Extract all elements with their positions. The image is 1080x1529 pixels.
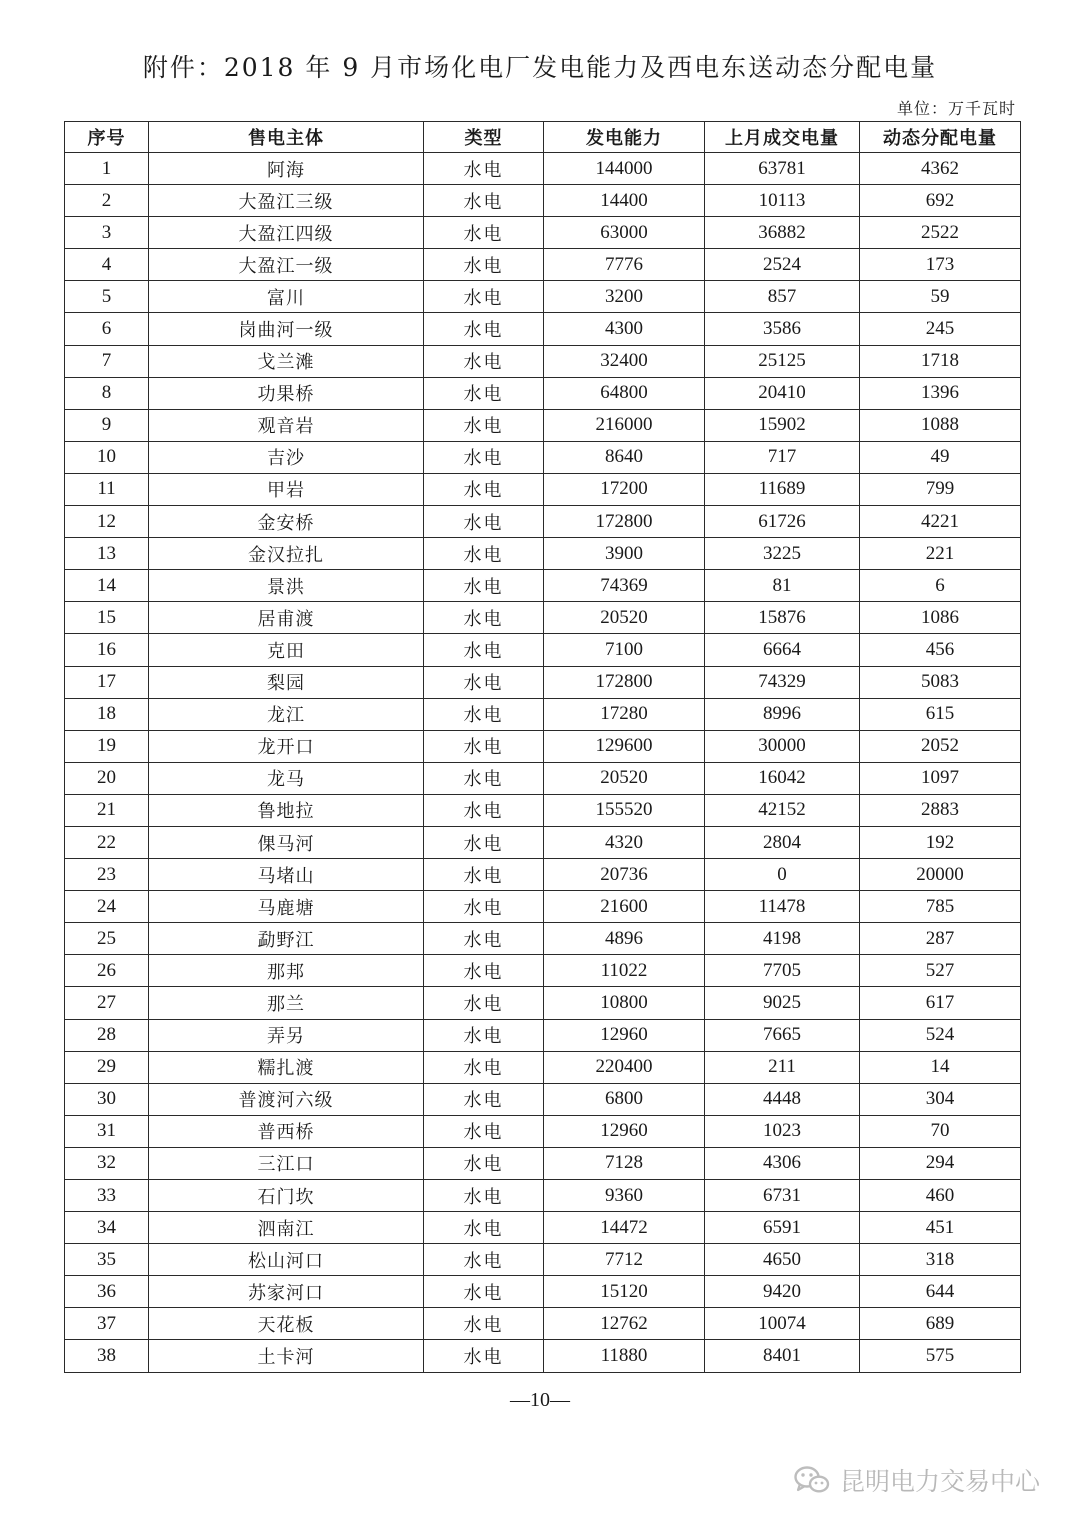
- watermark: [794, 1462, 1040, 1498]
- row-index-cell: 15: [65, 602, 149, 634]
- last-month-volume-cell: 11478: [705, 891, 860, 923]
- table-row: [65, 698, 1021, 730]
- seller-name-cell: 观音岩: [149, 409, 424, 441]
- row-index-cell: 29: [65, 1051, 149, 1083]
- row-index-cell: 14: [65, 570, 149, 602]
- capacity-cell: 32400: [544, 345, 705, 377]
- capacity-cell: 11022: [544, 955, 705, 987]
- row-index-cell: 32: [65, 1147, 149, 1179]
- seller-name-cell: 松山河口: [149, 1244, 424, 1276]
- last-month-volume-cell: 8996: [705, 698, 860, 730]
- unit-note: 单位：万千瓦时: [896, 99, 1016, 118]
- seller-name-cell: 梨园: [149, 666, 424, 698]
- wechat-icon: [794, 1465, 830, 1495]
- plant-type-cell: 水电: [424, 441, 544, 473]
- plant-type-cell: 水电: [424, 666, 544, 698]
- table-row: [65, 955, 1021, 987]
- dynamic-allocation-cell: 1097: [860, 762, 1021, 794]
- dynamic-allocation-cell: 304: [860, 1083, 1021, 1115]
- dynamic-allocation-cell: 59: [860, 281, 1021, 313]
- last-month-volume-cell: 63781: [705, 153, 860, 185]
- dynamic-allocation-cell: 49: [860, 441, 1021, 473]
- dynamic-allocation-cell: 1086: [860, 602, 1021, 634]
- dynamic-allocation-cell: 287: [860, 923, 1021, 955]
- header-dynamic-allocation: 动态分配电量: [860, 122, 1021, 153]
- dynamic-allocation-cell: 4221: [860, 506, 1021, 538]
- seller-name-cell: 龙开口: [149, 730, 424, 762]
- dynamic-allocation-cell: 460: [860, 1180, 1021, 1212]
- row-index-cell: 19: [65, 730, 149, 762]
- capacity-cell: 17200: [544, 473, 705, 505]
- seller-name-cell: 土卡河: [149, 1340, 424, 1372]
- row-index-cell: 20: [65, 762, 149, 794]
- capacity-cell: 172800: [544, 666, 705, 698]
- dynamic-allocation-cell: 14: [860, 1051, 1021, 1083]
- power-allocation-table: [64, 121, 1021, 1373]
- last-month-volume-cell: 6591: [705, 1212, 860, 1244]
- dynamic-allocation-cell: 644: [860, 1276, 1021, 1308]
- plant-type-cell: 水电: [424, 570, 544, 602]
- row-index-cell: 3: [65, 217, 149, 249]
- capacity-cell: 15120: [544, 1276, 705, 1308]
- table-row: [65, 1115, 1021, 1147]
- table-row: [65, 794, 1021, 826]
- row-index-cell: 5: [65, 281, 149, 313]
- table-row: [65, 1180, 1021, 1212]
- seller-name-cell: 三江口: [149, 1147, 424, 1179]
- last-month-volume-cell: 4448: [705, 1083, 860, 1115]
- capacity-cell: 20736: [544, 859, 705, 891]
- dynamic-allocation-cell: 318: [860, 1244, 1021, 1276]
- row-index-cell: 30: [65, 1083, 149, 1115]
- row-index-cell: 17: [65, 666, 149, 698]
- row-index-cell: 12: [65, 506, 149, 538]
- last-month-volume-cell: 4650: [705, 1244, 860, 1276]
- seller-name-cell: 吉沙: [149, 441, 424, 473]
- plant-type-cell: 水电: [424, 602, 544, 634]
- capacity-cell: 144000: [544, 153, 705, 185]
- seller-name-cell: 居甫渡: [149, 602, 424, 634]
- table-row: [65, 987, 1021, 1019]
- last-month-volume-cell: 10074: [705, 1308, 860, 1340]
- capacity-cell: 7128: [544, 1147, 705, 1179]
- row-index-cell: 8: [65, 377, 149, 409]
- dynamic-allocation-cell: 5083: [860, 666, 1021, 698]
- dynamic-allocation-cell: 1718: [860, 345, 1021, 377]
- plant-type-cell: 水电: [424, 281, 544, 313]
- dynamic-allocation-cell: 524: [860, 1019, 1021, 1051]
- dynamic-allocation-cell: 785: [860, 891, 1021, 923]
- capacity-cell: 21600: [544, 891, 705, 923]
- seller-name-cell: 马堵山: [149, 859, 424, 891]
- seller-name-cell: 大盈江四级: [149, 217, 424, 249]
- row-index-cell: 6: [65, 313, 149, 345]
- row-index-cell: 35: [65, 1244, 149, 1276]
- seller-name-cell: 岗曲河一级: [149, 313, 424, 345]
- last-month-volume-cell: 7665: [705, 1019, 860, 1051]
- table-row: [65, 1276, 1021, 1308]
- seller-name-cell: 勐野江: [149, 923, 424, 955]
- plant-type-cell: 水电: [424, 1212, 544, 1244]
- table-row: [65, 1051, 1021, 1083]
- seller-name-cell: 阿海: [149, 153, 424, 185]
- plant-type-cell: 水电: [424, 1147, 544, 1179]
- capacity-cell: 220400: [544, 1051, 705, 1083]
- seller-name-cell: 富川: [149, 281, 424, 313]
- seller-name-cell: 大盈江三级: [149, 185, 424, 217]
- table-row: [65, 538, 1021, 570]
- table-row: [65, 1147, 1021, 1179]
- header-index: 序号: [65, 122, 149, 153]
- capacity-cell: 7776: [544, 249, 705, 281]
- dynamic-allocation-cell: 456: [860, 634, 1021, 666]
- capacity-cell: 129600: [544, 730, 705, 762]
- last-month-volume-cell: 0: [705, 859, 860, 891]
- last-month-volume-cell: 4198: [705, 923, 860, 955]
- table-row: [65, 634, 1021, 666]
- capacity-cell: 216000: [544, 409, 705, 441]
- plant-type-cell: 水电: [424, 923, 544, 955]
- row-index-cell: 7: [65, 345, 149, 377]
- plant-type-cell: 水电: [424, 1051, 544, 1083]
- capacity-cell: 74369: [544, 570, 705, 602]
- capacity-cell: 63000: [544, 217, 705, 249]
- plant-type-cell: 水电: [424, 1340, 544, 1372]
- capacity-cell: 14400: [544, 185, 705, 217]
- last-month-volume-cell: 74329: [705, 666, 860, 698]
- table-row: [65, 313, 1021, 345]
- capacity-cell: 4320: [544, 826, 705, 858]
- dynamic-allocation-cell: 245: [860, 313, 1021, 345]
- capacity-cell: 14472: [544, 1212, 705, 1244]
- last-month-volume-cell: 81: [705, 570, 860, 602]
- plant-type-cell: 水电: [424, 538, 544, 570]
- dynamic-allocation-cell: 2052: [860, 730, 1021, 762]
- table-row: [65, 570, 1021, 602]
- last-month-volume-cell: 61726: [705, 506, 860, 538]
- plant-type-cell: 水电: [424, 506, 544, 538]
- capacity-cell: 10800: [544, 987, 705, 1019]
- row-index-cell: 13: [65, 538, 149, 570]
- dynamic-allocation-cell: 527: [860, 955, 1021, 987]
- plant-type-cell: 水电: [424, 891, 544, 923]
- last-month-volume-cell: 20410: [705, 377, 860, 409]
- capacity-cell: 3900: [544, 538, 705, 570]
- seller-name-cell: 鲁地拉: [149, 794, 424, 826]
- table-header-row: [65, 122, 1021, 153]
- capacity-cell: 8640: [544, 441, 705, 473]
- dynamic-allocation-cell: 689: [860, 1308, 1021, 1340]
- plant-type-cell: 水电: [424, 249, 544, 281]
- capacity-cell: 4896: [544, 923, 705, 955]
- last-month-volume-cell: 857: [705, 281, 860, 313]
- plant-type-cell: 水电: [424, 409, 544, 441]
- seller-name-cell: 金汉拉扎: [149, 538, 424, 570]
- last-month-volume-cell: 9420: [705, 1276, 860, 1308]
- table-row: [65, 826, 1021, 858]
- seller-name-cell: 克田: [149, 634, 424, 666]
- capacity-cell: 7712: [544, 1244, 705, 1276]
- table-row: [65, 1212, 1021, 1244]
- row-index-cell: 38: [65, 1340, 149, 1372]
- capacity-cell: 17280: [544, 698, 705, 730]
- header-seller: 售电主体: [149, 122, 424, 153]
- seller-name-cell: 甲岩: [149, 473, 424, 505]
- seller-name-cell: 那邦: [149, 955, 424, 987]
- table-row: [65, 506, 1021, 538]
- row-index-cell: 1: [65, 153, 149, 185]
- table-row: [65, 1019, 1021, 1051]
- seller-name-cell: 大盈江一级: [149, 249, 424, 281]
- plant-type-cell: 水电: [424, 987, 544, 1019]
- last-month-volume-cell: 30000: [705, 730, 860, 762]
- dynamic-allocation-cell: 451: [860, 1212, 1021, 1244]
- dynamic-allocation-cell: 1396: [860, 377, 1021, 409]
- watermark-text: 昆明电力交易中心: [839, 1467, 1040, 1496]
- page-number: —10—: [510, 1389, 570, 1411]
- row-index-cell: 25: [65, 923, 149, 955]
- seller-name-cell: 戈兰滩: [149, 345, 424, 377]
- seller-name-cell: 那兰: [149, 987, 424, 1019]
- row-index-cell: 33: [65, 1180, 149, 1212]
- row-index-cell: 21: [65, 794, 149, 826]
- table-row: [65, 345, 1021, 377]
- last-month-volume-cell: 15902: [705, 409, 860, 441]
- row-index-cell: 26: [65, 955, 149, 987]
- plant-type-cell: 水电: [424, 153, 544, 185]
- row-index-cell: 10: [65, 441, 149, 473]
- capacity-cell: 9360: [544, 1180, 705, 1212]
- table-row: [65, 1244, 1021, 1276]
- last-month-volume-cell: 36882: [705, 217, 860, 249]
- header-capacity: 发电能力: [544, 122, 705, 153]
- document-title: 附件：2018 年 9 月市场化电厂发电能力及西电东送动态分配电量: [142, 53, 938, 82]
- last-month-volume-cell: 2804: [705, 826, 860, 858]
- table-row: [65, 441, 1021, 473]
- row-index-cell: 4: [65, 249, 149, 281]
- capacity-cell: 64800: [544, 377, 705, 409]
- plant-type-cell: 水电: [424, 313, 544, 345]
- dynamic-allocation-cell: 6: [860, 570, 1021, 602]
- table-row: [65, 730, 1021, 762]
- plant-type-cell: 水电: [424, 1019, 544, 1051]
- table-row: [65, 249, 1021, 281]
- dynamic-allocation-cell: 575: [860, 1340, 1021, 1372]
- plant-type-cell: 水电: [424, 1276, 544, 1308]
- last-month-volume-cell: 2524: [705, 249, 860, 281]
- seller-name-cell: 石门坎: [149, 1180, 424, 1212]
- capacity-cell: 7100: [544, 634, 705, 666]
- dynamic-allocation-cell: 294: [860, 1147, 1021, 1179]
- last-month-volume-cell: 25125: [705, 345, 860, 377]
- row-index-cell: 18: [65, 698, 149, 730]
- row-index-cell: 9: [65, 409, 149, 441]
- dynamic-allocation-cell: 173: [860, 249, 1021, 281]
- row-index-cell: 23: [65, 859, 149, 891]
- last-month-volume-cell: 16042: [705, 762, 860, 794]
- plant-type-cell: 水电: [424, 345, 544, 377]
- seller-name-cell: 马鹿塘: [149, 891, 424, 923]
- seller-name-cell: 普渡河六级: [149, 1083, 424, 1115]
- plant-type-cell: 水电: [424, 185, 544, 217]
- dynamic-allocation-cell: 1088: [860, 409, 1021, 441]
- last-month-volume-cell: 4306: [705, 1147, 860, 1179]
- last-month-volume-cell: 717: [705, 441, 860, 473]
- table-row: [65, 185, 1021, 217]
- plant-type-cell: 水电: [424, 826, 544, 858]
- plant-type-cell: 水电: [424, 377, 544, 409]
- capacity-cell: 20520: [544, 762, 705, 794]
- dynamic-allocation-cell: 4362: [860, 153, 1021, 185]
- seller-name-cell: 泗南江: [149, 1212, 424, 1244]
- table-row: [65, 891, 1021, 923]
- capacity-cell: 4300: [544, 313, 705, 345]
- last-month-volume-cell: 3225: [705, 538, 860, 570]
- capacity-cell: 20520: [544, 602, 705, 634]
- table-row: [65, 1083, 1021, 1115]
- capacity-cell: 11880: [544, 1340, 705, 1372]
- capacity-cell: 6800: [544, 1083, 705, 1115]
- row-index-cell: 28: [65, 1019, 149, 1051]
- last-month-volume-cell: 10113: [705, 185, 860, 217]
- plant-type-cell: 水电: [424, 1083, 544, 1115]
- dynamic-allocation-cell: 2522: [860, 217, 1021, 249]
- seller-name-cell: 糯扎渡: [149, 1051, 424, 1083]
- plant-type-cell: 水电: [424, 1115, 544, 1147]
- table-row: [65, 923, 1021, 955]
- seller-name-cell: 功果桥: [149, 377, 424, 409]
- header-type: 类型: [424, 122, 544, 153]
- row-index-cell: 34: [65, 1212, 149, 1244]
- plant-type-cell: 水电: [424, 473, 544, 505]
- plant-type-cell: 水电: [424, 794, 544, 826]
- table-row: [65, 762, 1021, 794]
- capacity-cell: 12960: [544, 1115, 705, 1147]
- seller-name-cell: 普西桥: [149, 1115, 424, 1147]
- dynamic-allocation-cell: 692: [860, 185, 1021, 217]
- capacity-cell: 12762: [544, 1308, 705, 1340]
- table-row: [65, 281, 1021, 313]
- last-month-volume-cell: 211: [705, 1051, 860, 1083]
- row-index-cell: 24: [65, 891, 149, 923]
- seller-name-cell: 龙马: [149, 762, 424, 794]
- dynamic-allocation-cell: 70: [860, 1115, 1021, 1147]
- plant-type-cell: 水电: [424, 1308, 544, 1340]
- plant-type-cell: 水电: [424, 955, 544, 987]
- table-row: [65, 217, 1021, 249]
- table-row: [65, 153, 1021, 185]
- last-month-volume-cell: 42152: [705, 794, 860, 826]
- seller-name-cell: 景洪: [149, 570, 424, 602]
- seller-name-cell: 倮马河: [149, 826, 424, 858]
- last-month-volume-cell: 6664: [705, 634, 860, 666]
- seller-name-cell: 弄另: [149, 1019, 424, 1051]
- plant-type-cell: 水电: [424, 217, 544, 249]
- capacity-cell: 155520: [544, 794, 705, 826]
- plant-type-cell: 水电: [424, 859, 544, 891]
- table-row: [65, 666, 1021, 698]
- capacity-cell: 3200: [544, 281, 705, 313]
- table-row: [65, 602, 1021, 634]
- row-index-cell: 16: [65, 634, 149, 666]
- table-row: [65, 377, 1021, 409]
- plant-type-cell: 水电: [424, 1180, 544, 1212]
- seller-name-cell: 苏家河口: [149, 1276, 424, 1308]
- plant-type-cell: 水电: [424, 762, 544, 794]
- plant-type-cell: 水电: [424, 730, 544, 762]
- capacity-cell: 172800: [544, 506, 705, 538]
- row-index-cell: 2: [65, 185, 149, 217]
- table-row: [65, 1308, 1021, 1340]
- last-month-volume-cell: 3586: [705, 313, 860, 345]
- table-row: [65, 409, 1021, 441]
- dynamic-allocation-cell: 221: [860, 538, 1021, 570]
- row-index-cell: 27: [65, 987, 149, 1019]
- row-index-cell: 36: [65, 1276, 149, 1308]
- table-row: [65, 473, 1021, 505]
- seller-name-cell: 天花板: [149, 1308, 424, 1340]
- seller-name-cell: 金安桥: [149, 506, 424, 538]
- table-body: [65, 153, 1021, 1373]
- row-index-cell: 22: [65, 826, 149, 858]
- plant-type-cell: 水电: [424, 634, 544, 666]
- last-month-volume-cell: 15876: [705, 602, 860, 634]
- table-row: [65, 1340, 1021, 1372]
- seller-name-cell: 龙江: [149, 698, 424, 730]
- dynamic-allocation-cell: 192: [860, 826, 1021, 858]
- header-last-month-volume: 上月成交电量: [705, 122, 860, 153]
- table-row: [65, 859, 1021, 891]
- capacity-cell: 12960: [544, 1019, 705, 1051]
- row-index-cell: 11: [65, 473, 149, 505]
- row-index-cell: 37: [65, 1308, 149, 1340]
- last-month-volume-cell: 9025: [705, 987, 860, 1019]
- plant-type-cell: 水电: [424, 1244, 544, 1276]
- dynamic-allocation-cell: 2883: [860, 794, 1021, 826]
- dynamic-allocation-cell: 799: [860, 473, 1021, 505]
- plant-type-cell: 水电: [424, 698, 544, 730]
- dynamic-allocation-cell: 20000: [860, 859, 1021, 891]
- last-month-volume-cell: 8401: [705, 1340, 860, 1372]
- dynamic-allocation-cell: 615: [860, 698, 1021, 730]
- last-month-volume-cell: 11689: [705, 473, 860, 505]
- dynamic-allocation-cell: 617: [860, 987, 1021, 1019]
- row-index-cell: 31: [65, 1115, 149, 1147]
- last-month-volume-cell: 6731: [705, 1180, 860, 1212]
- last-month-volume-cell: 7705: [705, 955, 860, 987]
- last-month-volume-cell: 1023: [705, 1115, 860, 1147]
